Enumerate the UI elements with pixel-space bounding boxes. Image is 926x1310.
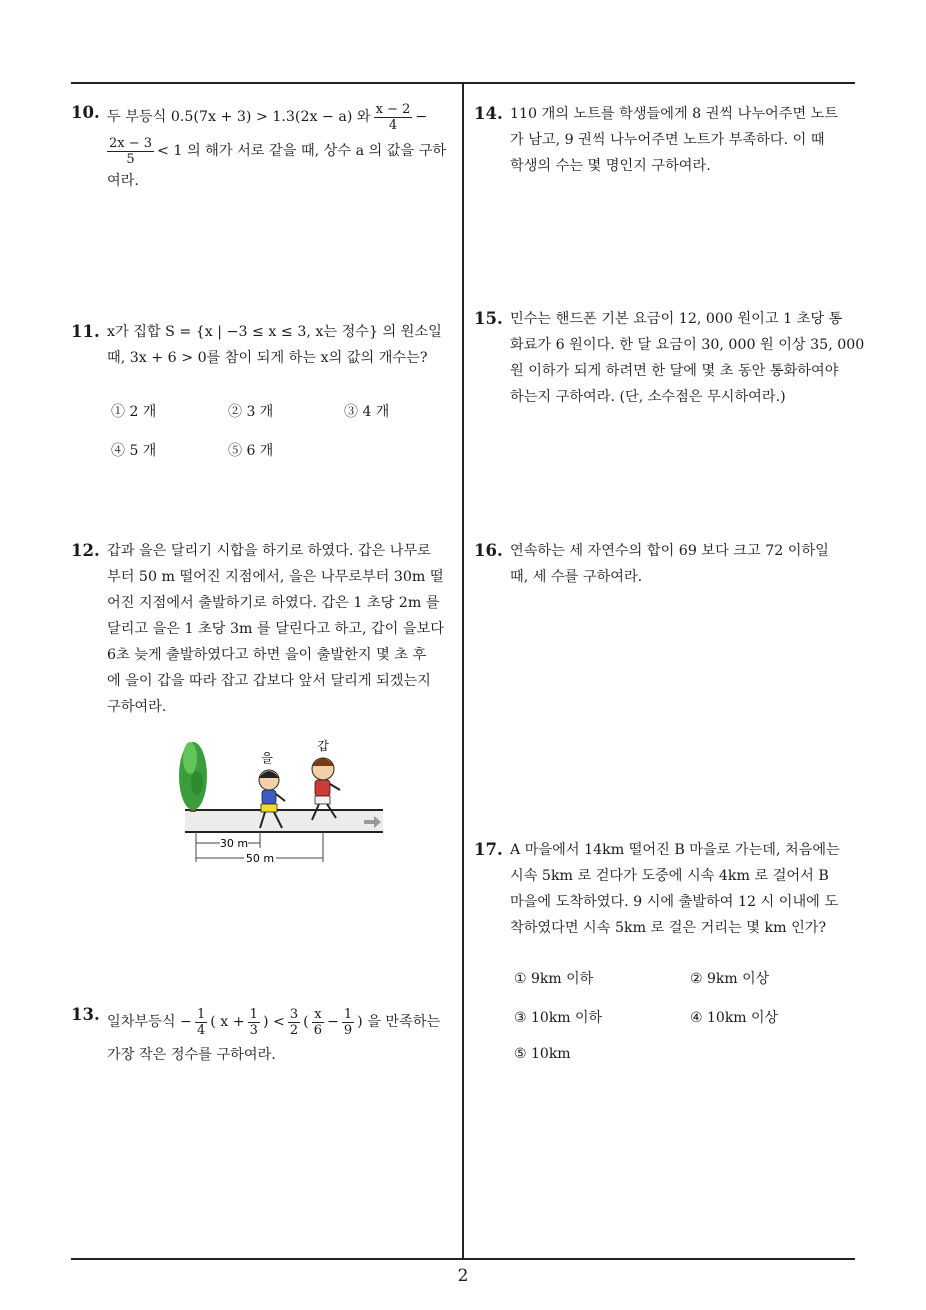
tree-icon [179, 742, 207, 812]
question-text: 110 개의 노트를 학생들에게 8 권씩 나누어주면 노트 [510, 106, 839, 122]
question-text: 두 부등식 0.5(7x + 3) > 1.3(2x − a) 와 [107, 109, 371, 125]
question-text: 하는지 구하여라. (단, 소수점은 무시하여라.) [510, 389, 786, 405]
question-text: 민수는 핸드폰 기본 요금이 12, 000 원이고 1 초당 통 [510, 311, 843, 327]
question-text: ) 을 만족하는 [357, 1014, 441, 1030]
fraction: $\frac{3}{2}$ [289, 1006, 299, 1038]
question-text: 갑과 을은 달리기 시합을 하기로 하였다. 갑은 나무로 [107, 543, 431, 559]
question-number: 15. [474, 309, 503, 328]
question-text: − [327, 1014, 339, 1030]
choice-4[interactable]: ④ 10km 이상 [690, 1010, 779, 1026]
question-text: 어진 지점에서 출발하기로 하였다. 갑은 1 초당 2m 를 [107, 595, 440, 611]
question-number: 12. [71, 541, 100, 560]
column-divider [462, 82, 464, 1259]
choice-1[interactable]: ① 2 개 [111, 404, 157, 420]
question-10 [71, 100, 456, 194]
question-12 [71, 538, 456, 720]
question-text: < 1 의 해가 서로 같을 때, 상수 a 의 값을 구하 [157, 143, 447, 159]
question-text: 시속 5km 로 걷다가 도중에 시속 4km 로 걸어서 B [510, 868, 829, 884]
question-text: 구하여라. [107, 699, 167, 715]
choice-2[interactable]: ② 9km 이상 [690, 971, 770, 987]
fraction: $\frac{1}{9}$ [343, 1006, 353, 1038]
question-14 [474, 101, 859, 179]
question-text: 여라. [107, 173, 139, 189]
choice-3[interactable]: ③ 4 개 [344, 404, 390, 420]
question-text: 부터 50 m 떨어진 지점에서, 을은 나무로부터 30m 떨 [107, 569, 444, 585]
question-text: 원 이하가 되게 하려면 한 달에 몇 초 동안 통화하여야 [510, 363, 839, 379]
fraction: $\frac{1}{3}$ [249, 1006, 258, 1038]
question-number: 13. [71, 1005, 100, 1024]
question-number: 16. [474, 541, 503, 560]
question-text: A 마을에서 14km 떨어진 B 마을로 가는데, 처음에는 [510, 842, 840, 858]
distance-30m: 30 m [219, 837, 249, 850]
question-15 [474, 306, 865, 410]
question-text: 연속하는 세 자연수의 합이 69 보다 크고 72 이하일 [510, 543, 829, 559]
label-gap: 갑 [317, 739, 329, 753]
question-text: ( x + [210, 1014, 245, 1030]
question-text: 화료가 6 원이다. 한 달 요금이 30, 000 원 이상 35, 000 [510, 337, 865, 353]
question-11 [71, 319, 456, 371]
road [185, 810, 383, 832]
question-text: ( [303, 1014, 309, 1030]
choice-5[interactable]: ⑤ 10km [514, 1046, 571, 1062]
question-text: − [415, 109, 428, 125]
question-number: 11. [71, 322, 100, 341]
running-race-figure [170, 728, 390, 868]
distance-50m: 50 m [245, 852, 275, 865]
question-text: 때, 세 수를 구하여라. [510, 569, 643, 585]
fraction: $\frac{2x - 3}{5}$ [109, 135, 153, 167]
question-text: x가 집합 S = {x | −3 ≤ x ≤ 3, x는 정수} 의 원소일 [107, 324, 442, 340]
bottom-rule [71, 1258, 855, 1260]
fraction: $\frac{1}{4}$ [196, 1006, 206, 1038]
question-text: 에 을이 갑을 따라 잡고 갑보다 앞서 달리게 되겠는지 [107, 673, 431, 689]
question-text: 일차부등식 − [107, 1014, 192, 1030]
question-text: 가 남고, 9 권씩 나누어주면 노트가 부족하다. 이 때 [510, 132, 825, 148]
choice-2[interactable]: ② 3 개 [228, 404, 274, 420]
question-17 [474, 837, 859, 941]
question-number: 10. [71, 103, 100, 122]
question-13 [71, 1002, 456, 1068]
question-text: 마을에 도착하였다. 9 시에 출발하여 12 시 이내에 도 [510, 894, 839, 910]
question-text: 때, 3x + 6 > 0를 참이 되게 하는 x의 값의 개수는? [107, 350, 428, 366]
choice-3[interactable]: ③ 10km 이하 [514, 1010, 603, 1026]
question-text: 가장 작은 정수를 구하여라. [107, 1047, 276, 1063]
question-text: 착하였다면 시속 5km 로 걸은 거리는 몇 km 인가? [510, 920, 827, 936]
question-number: 14. [474, 104, 503, 123]
fraction: $\frac{x}{6}$ [313, 1006, 322, 1038]
label-eul: 을 [261, 751, 273, 765]
question-text: ) < [262, 1014, 285, 1030]
question-text: 6초 늦게 출발하였다고 하면 을이 출발한지 몇 초 후 [107, 647, 427, 663]
question-number: 17. [474, 840, 503, 859]
question-text: 학생의 수는 몇 명인지 구하여라. [510, 158, 711, 174]
choice-1[interactable]: ① 9km 이하 [514, 971, 594, 987]
question-16 [474, 538, 859, 590]
fraction: $\frac{x - 2}{4}$ [375, 101, 411, 133]
question-text: 달리고 을은 1 초당 3m 를 달린다고 하고, 갑이 을보다 [107, 621, 445, 637]
page-number: 2 [457, 1266, 469, 1286]
choice-5[interactable]: ⑤ 6 개 [228, 443, 274, 459]
choice-4[interactable]: ④ 5 개 [111, 443, 157, 459]
